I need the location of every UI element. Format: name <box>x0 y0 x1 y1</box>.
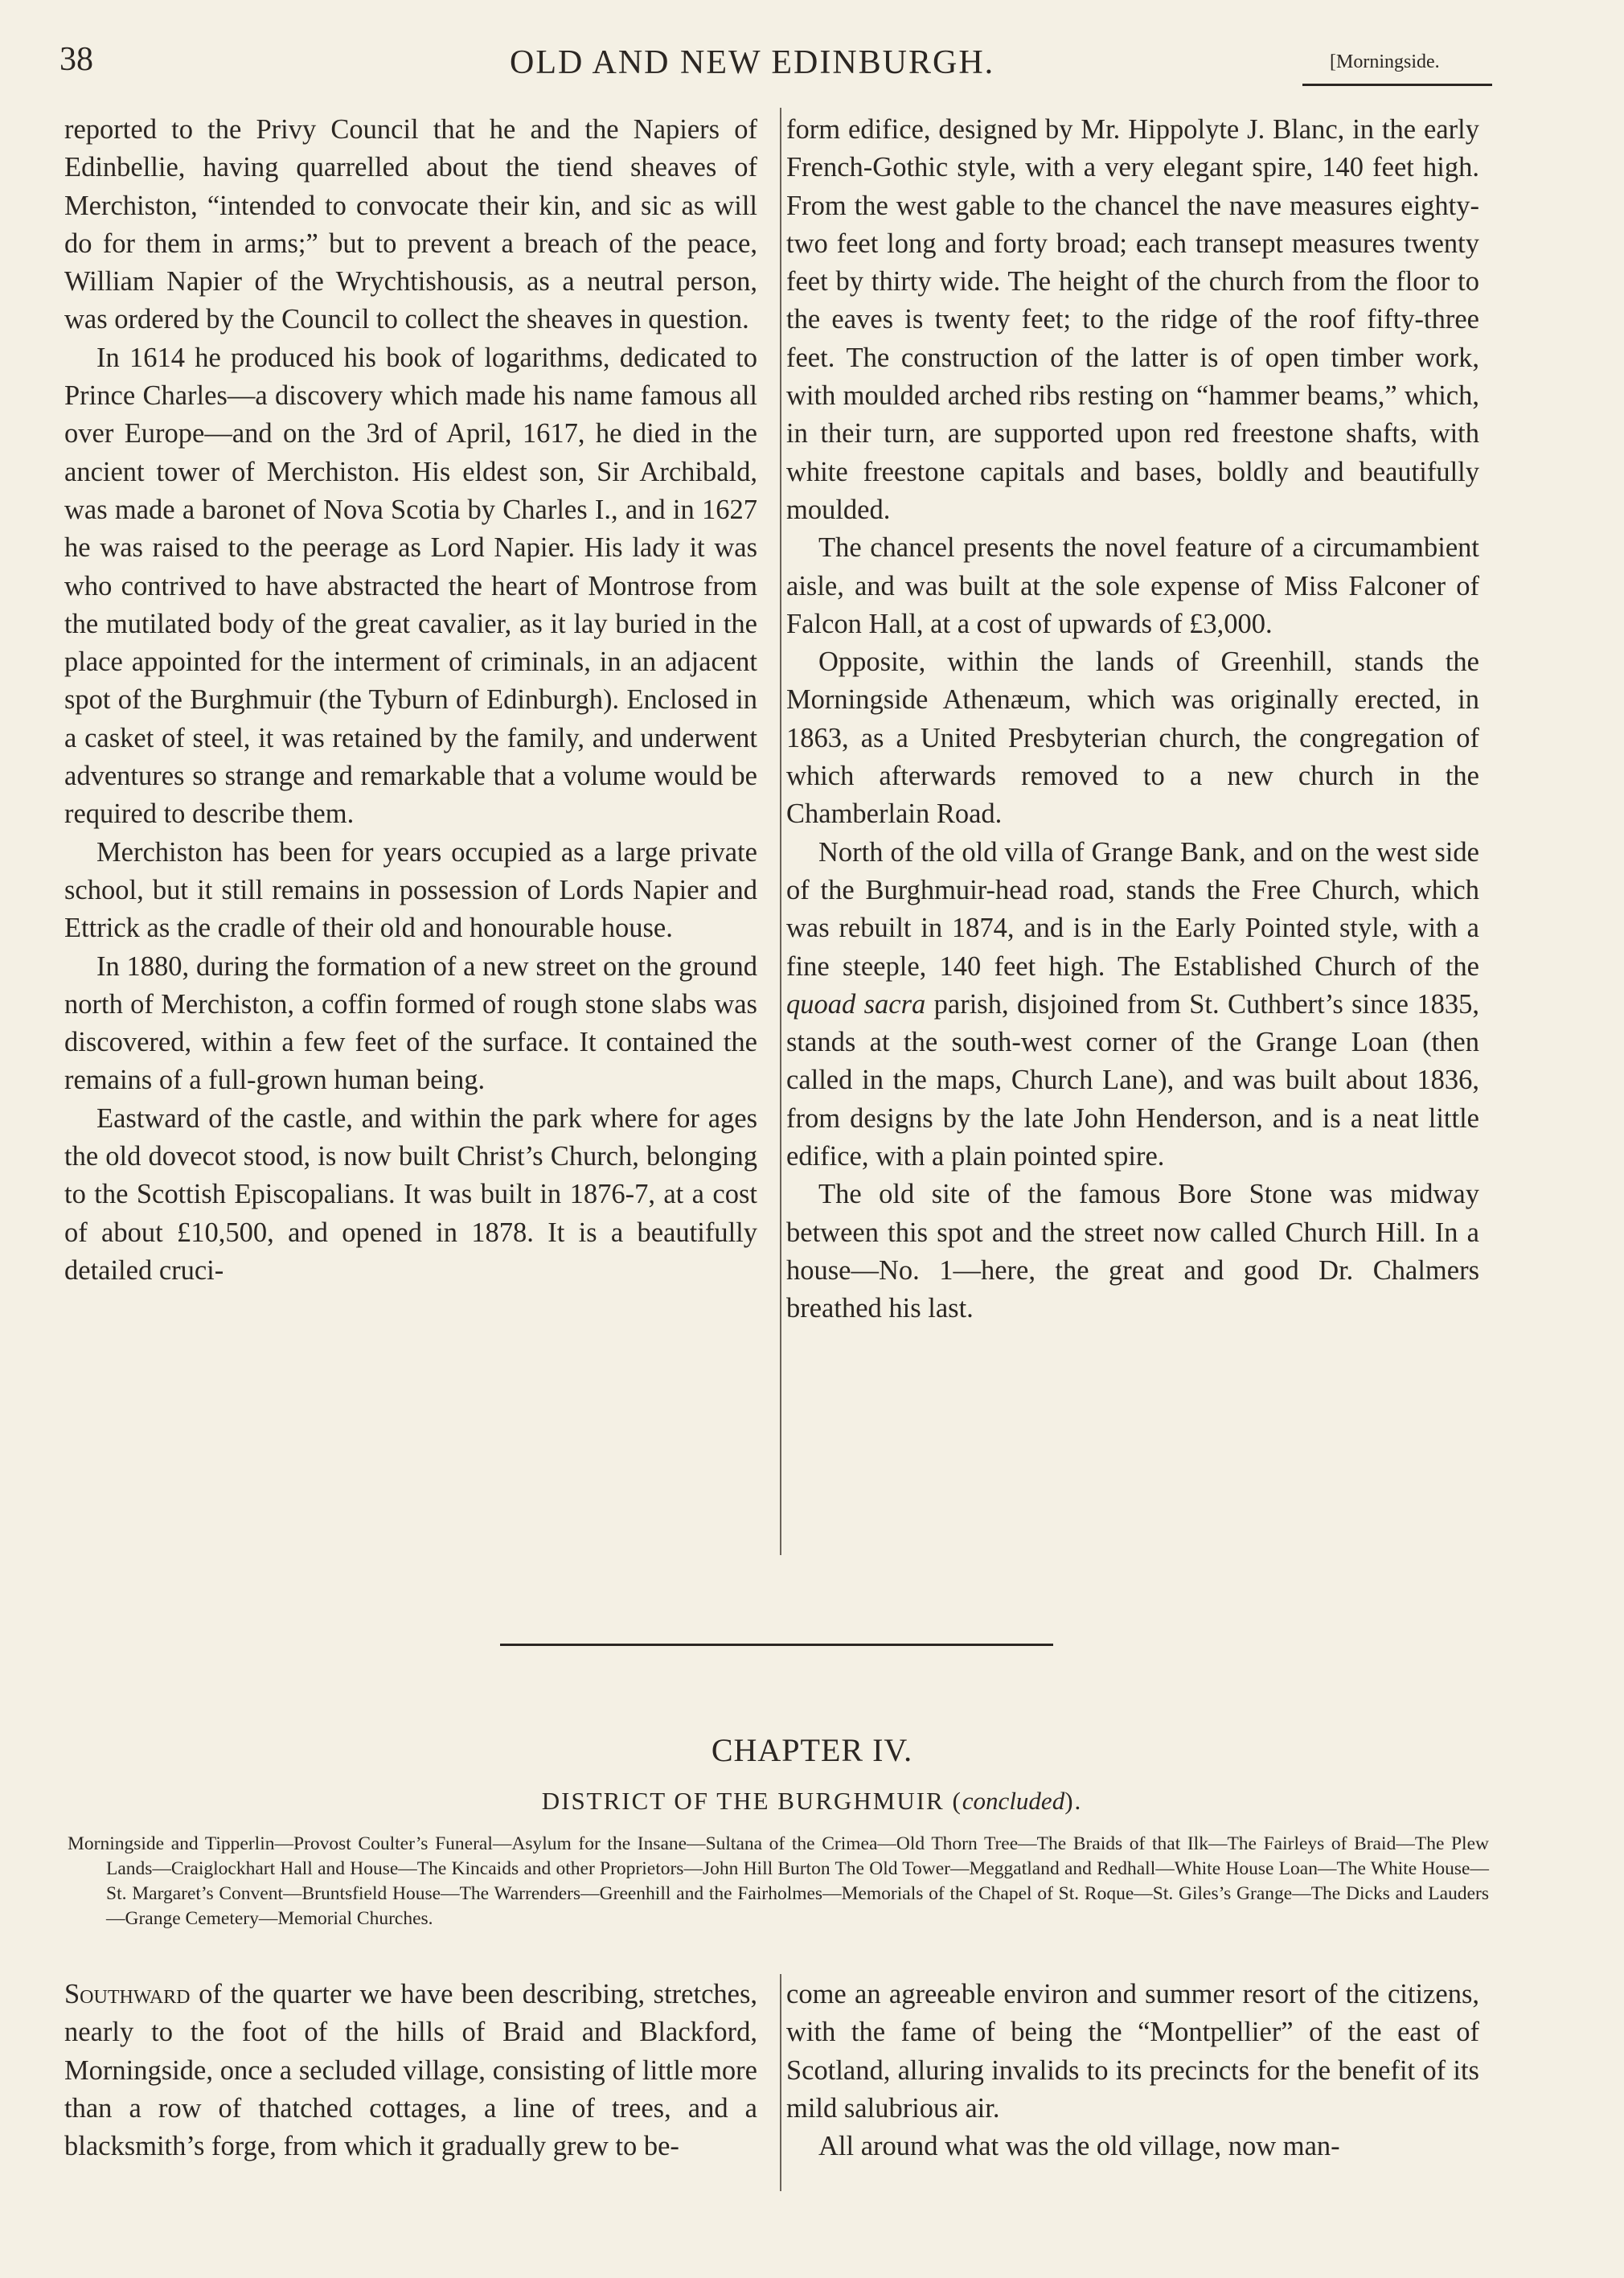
paragraph: Eastward of the castle, and within the park where for ages the old dovecot stood, is now built Christ’s Church, belonging to the Scottish Episcopalians. It was built in 1876-7, at a cost of about £10,500, and opened in 1878. It is a beautifully detailed cruci- <box>64 1102 757 1286</box>
subtitle-note: concluded <box>962 1787 1065 1815</box>
paragraph: come an agreeable environ and summer resort of the citizens, with the fame of being the “Montpellier” of the east of Scotland, alluring invalids to its precincts for the benefit of its mild salubrious air. <box>786 1979 1479 2124</box>
chapter-subtitle: DISTRICT OF THE BURGHMUIR (concluded). <box>541 1787 1083 1815</box>
paragraph: In 1614 he produced his book of logarithms, dedicated to Prince Charles—a discovery which made his name famous all over Europe—and on the 3rd of April, 1617, he died in the ancient tower of Merchiston. His eldest son, Sir Archibald, was made a baronet of Nova Scotia by Charles I., and in 1627 he was raised to the peerage as Lord Napier. His lady it was who contrived to have abstracted the heart of Montrose from the mutilated body of the great cavalier, as it lay buried in the place appointed for the interment of criminals, in an adjacent spot of the Burghmuir (the Tyburn of Edinburgh). Enclosed in a casket of steel, it was retained by the family, and underwent adventures so strange and remarkable that a volume would be required to describe them. <box>64 342 757 830</box>
right-column <box>786 1976 1479 2165</box>
text-run: parish, disjoined from St. Cuthbert’s since 1835, stands at the south-west corner of the Grange Loan (then called in the maps, Church Lane), and was built about 1836, from designs by the late John Henderson, and is a neat little edifice, with a plain pointed spire. <box>786 988 1479 1172</box>
subtitle-main: DISTRICT OF THE BURGHMUIR <box>541 1787 945 1815</box>
header-rule <box>1302 84 1492 86</box>
column-divider <box>780 108 781 1555</box>
left-column <box>64 1976 757 2165</box>
text-run: of the quarter we have been describing, stretches, nearly to the foot of the hills of Braid and Blackford, Morningside, once a secluded village, consisting of little more than a row of thatched cottages, a line of trees, and a blacksmith’s forge, from which it gradually grew to be- <box>64 1979 757 2162</box>
section-rule <box>500 1644 1053 1646</box>
top-section <box>64 111 1492 1558</box>
running-title: OLD AND NEW EDINBURGH. <box>510 44 995 81</box>
paragraph: The chancel presents the novel feature of a circumambient aisle, and was built at the sole expense of Miss Falconer of Falcon Hall, at a cost of upwards of £3,000. <box>786 532 1479 639</box>
paragraph: All around what was the old village, now man- <box>818 2131 1340 2162</box>
page-number: 38 <box>59 41 93 78</box>
paragraph: Merchiston has been for years occupied as a large private school, but it still remains in possession of Lords Napier and Ettrick as the cradle of their old and honourable house. <box>64 836 757 944</box>
paragraph: reported to the Privy Council that he and the Napiers of Edinbellie, having quarrelled about the tiend sheaves of Merchiston, “intended to convocate their kin, and sic as will do for them in arms;” but to prevent a breach of the peace, William Napier of the Wrychtishousis, as a neutral person, was ordered by the Council to collect the sheaves in question. <box>64 114 757 335</box>
paragraph: In 1880, during the formation of a new street on the ground north of Merchiston, a coffin formed of rough stone slabs was discovered, within a few feet of the surface. It contained the remains of a full-grown human being. <box>64 950 757 1096</box>
paragraph: form edifice, designed by Mr. Hippolyte J. Blanc, in the early French-Gothic style, with a very elegant spire, 140 feet high. From the west gable to the chancel the nave measures eighty-two feet long and forty broad; each transept measures twenty feet by thirty wide. The height of the church from the floor to the eaves is twenty feet; to the ridge of the roof fifty-three feet. The construction of the latter is of open timber work, with moulded arched ribs resting on “hammer beams,” which, in their turn, are supported upon red freestone shafts, with white freestone capitals and bases, boldly and beautifully moulded. <box>786 114 1479 525</box>
paragraph: The old site of the famous Bore Stone was midway between this spot and the street now called Church Hill. In a house—No. 1—here, the great and good Dr. Chalmers breathed his last. <box>786 1179 1479 1324</box>
chapter-synopsis: Morningside and Tipperlin—Provost Coulter’s Funeral—Asylum for the Insane—Sultana of the Crimea—Old Thorn Tree—The Braids of that Ilk—The Fairleys of Braid—The Plew Lands—Craiglockhart Hall and House—The Kincaids and other Proprietors—John Hill Burton The Old Tower—Meggatland and Redhall—White House Loan—The White House—St. Margaret’s Convent—Bruntsfield House—The Warrenders—Greenhill and the Fairholmes—Memorials of the Chapel of St. Roque—St. Giles’s Grange—The Dicks and Lauders—Grange Cemetery—Memorial Churches. <box>68 1833 1489 1929</box>
paragraph: Opposite, within the lands of Greenhill, stands the Morningside Athenæum, which was originally erected, in 1863, as a United Presbyterian church, the congregation of which afterwards removed to a new church in the Chamberlain Road. <box>786 646 1479 830</box>
opening-word: Southward <box>64 1979 191 2009</box>
text-run: North of the old villa of Grange Bank, and on the west side of the Burghmuir-head road, stands the Free Church, which was rebuilt in 1874, and is in the Early Pointed style, with a fine steeple, 140 feet high. The Established Church of the <box>786 836 1479 982</box>
chapter-title: CHAPTER IV. <box>711 1732 913 1768</box>
section-reference: [Morningside. <box>1330 51 1440 72</box>
column-divider <box>780 1974 781 2191</box>
paragraph <box>786 834 1479 1176</box>
right-column <box>786 111 1479 1328</box>
italic-phrase: quoad sacra <box>786 988 926 1020</box>
bottom-section <box>64 1976 1492 2217</box>
left-column <box>64 111 757 1290</box>
paragraph <box>64 1976 757 2165</box>
page-header <box>59 35 1491 84</box>
